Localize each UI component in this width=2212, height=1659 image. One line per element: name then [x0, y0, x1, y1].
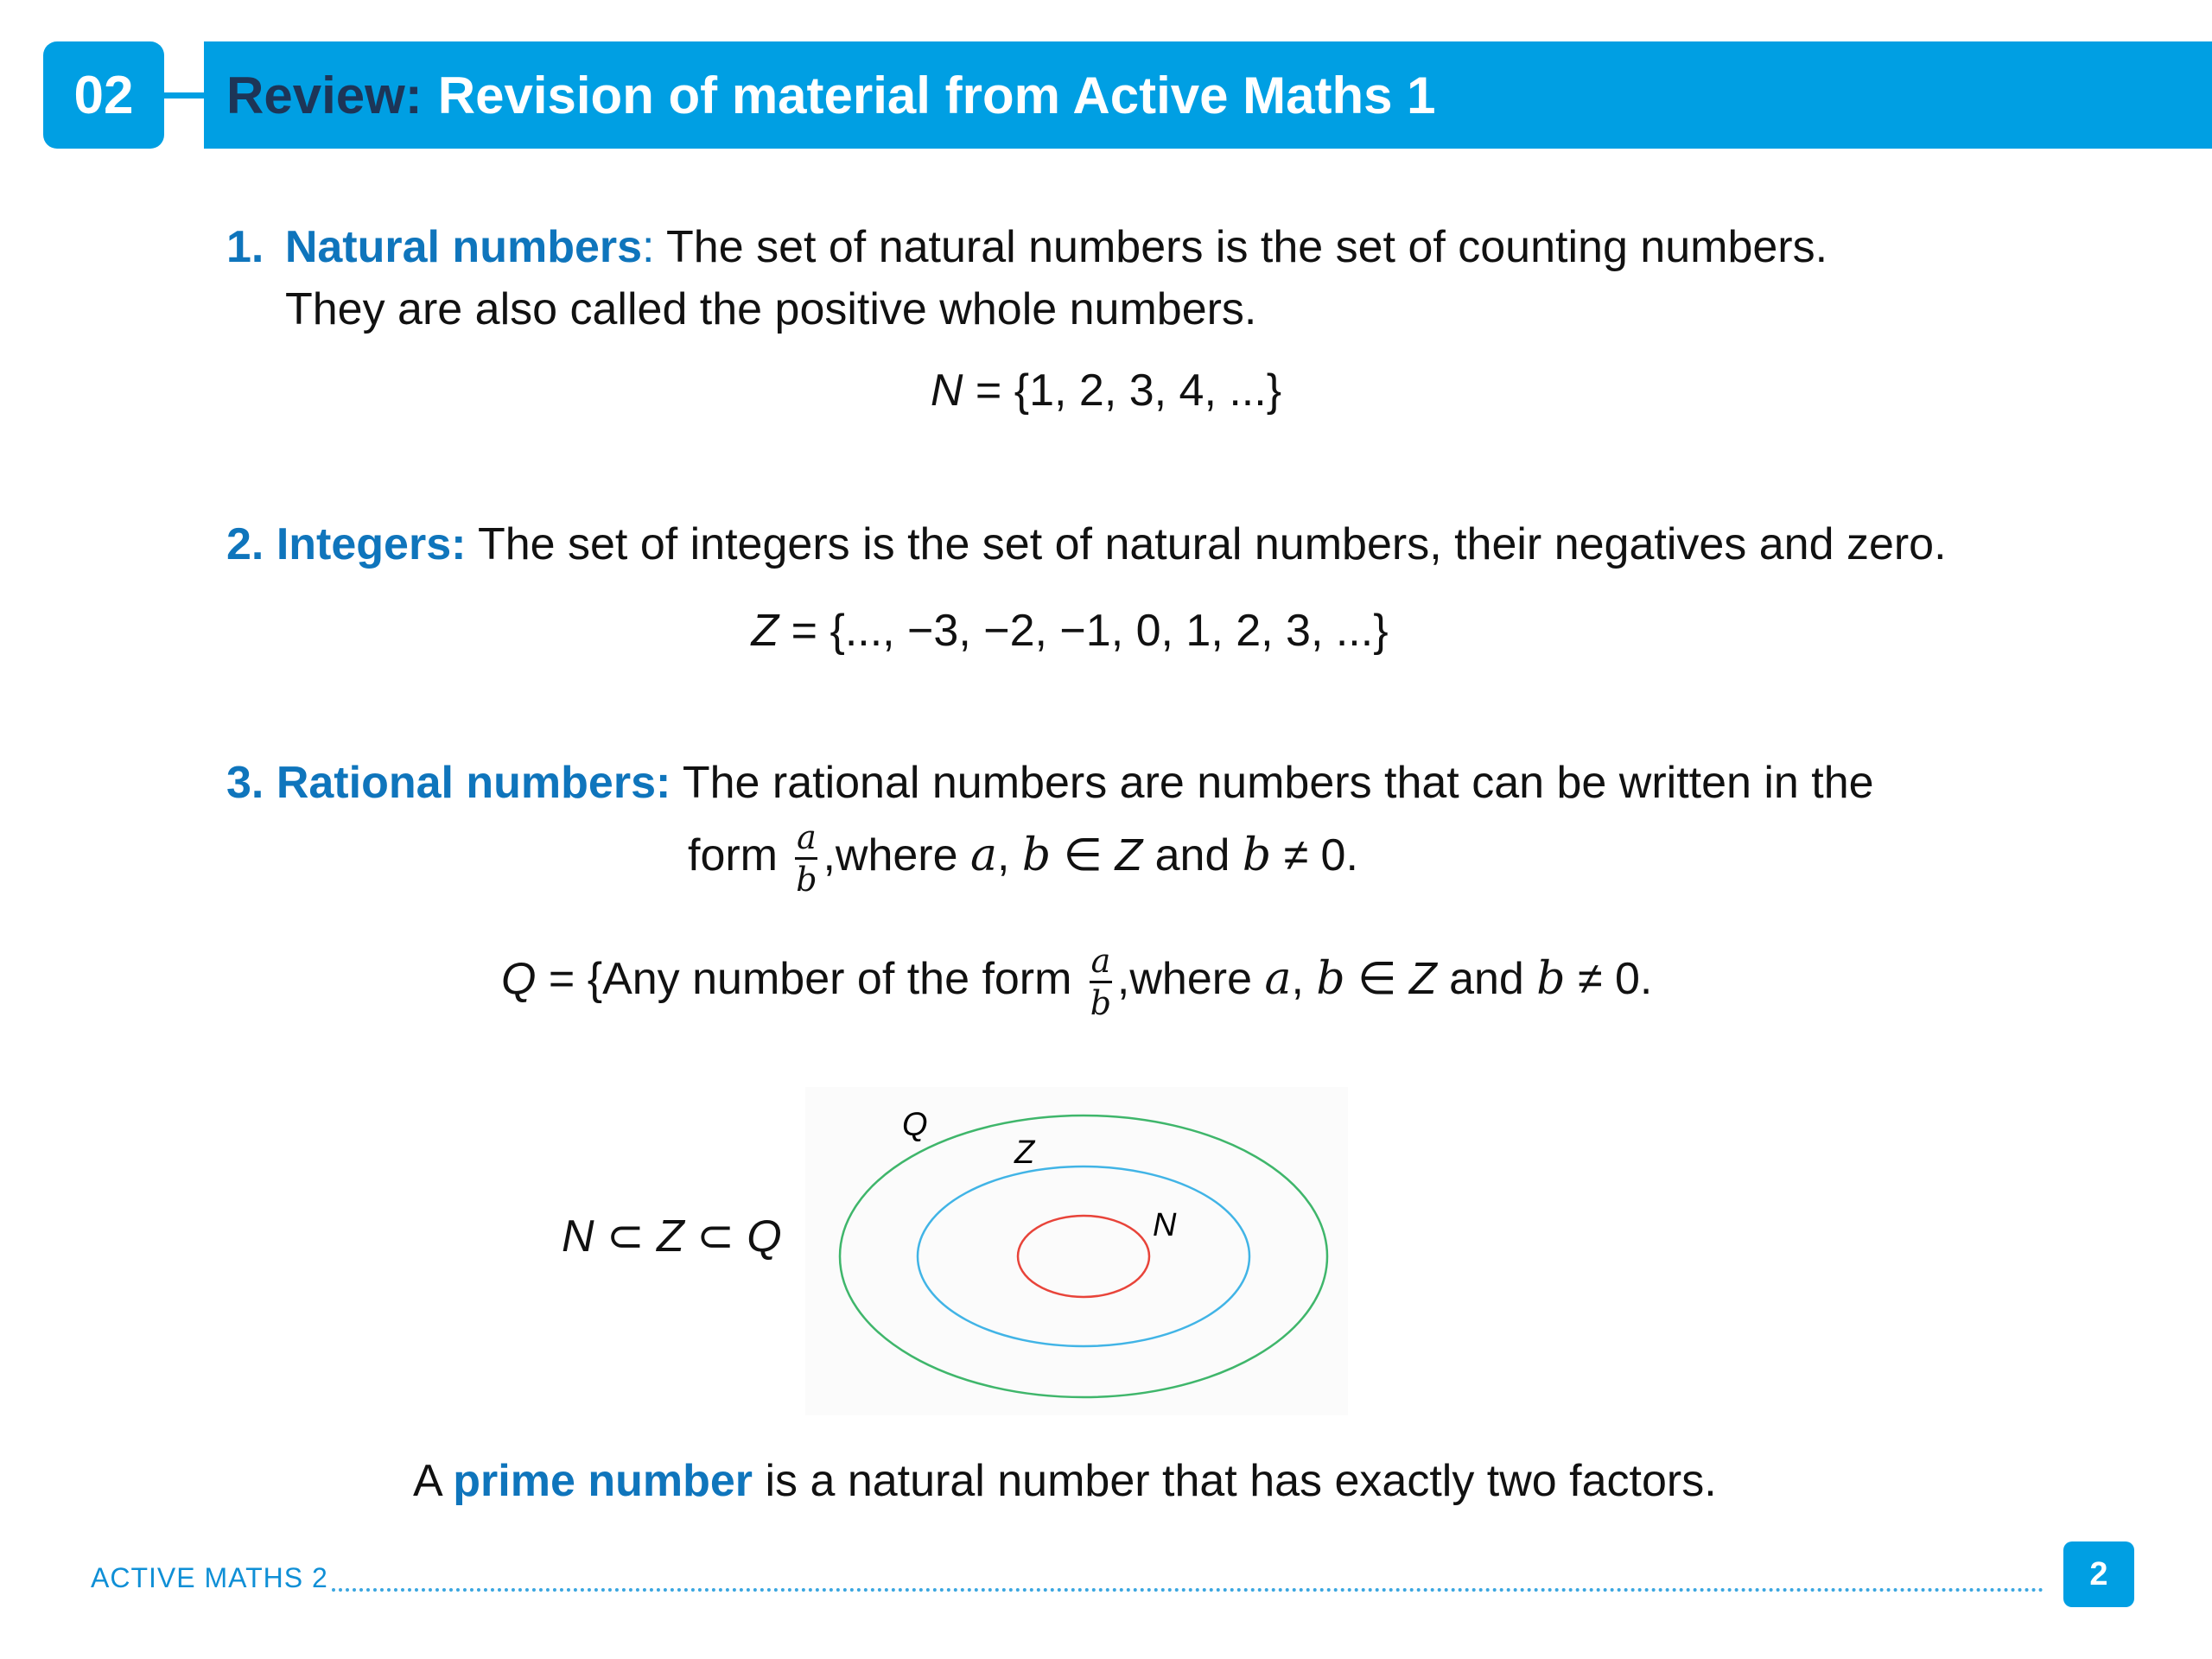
ellipse-z: [918, 1166, 1249, 1346]
variable-b: b: [1242, 830, 1272, 882]
item-number: 1.: [226, 222, 264, 272]
item-natural-numbers: [226, 222, 1828, 272]
definition-text-line2: They are also called the positive whole numbers.: [285, 284, 1257, 334]
and-word: and: [1142, 830, 1243, 881]
where-word: ,where: [823, 830, 958, 881]
element-of: ∈: [1344, 954, 1409, 1005]
definition-text: The rational numbers are numbers that can be written in the: [682, 758, 1874, 808]
rational-set-equation: [501, 944, 1652, 1020]
rational-definition-line2: [688, 818, 1358, 899]
not-equal-zero: ≠ 0.: [1565, 954, 1653, 1005]
set-elements: = {1, 2, 3, 4, ...}: [963, 365, 1282, 416]
term-natural-numbers: Natural numbers: [284, 222, 643, 272]
label-n: N: [1153, 1207, 1177, 1243]
fraction-a-over-b: [795, 818, 817, 899]
set-symbol-q: Q: [501, 954, 537, 1005]
label-q: Q: [902, 1107, 928, 1143]
term-prime-number: prime number: [453, 1456, 753, 1506]
variable-a: a: [1264, 953, 1292, 1006]
comma: ,: [1291, 954, 1304, 1005]
set-z: Z: [1408, 954, 1437, 1005]
prime-definition: is a natural number that has exactly two factors.: [753, 1456, 1717, 1506]
chapter-number: 02: [73, 65, 134, 125]
set-symbol-n: N: [930, 365, 963, 416]
ellipse-q: [840, 1116, 1327, 1397]
chapter-number-badge: [43, 41, 164, 149]
form-word: form: [688, 830, 778, 881]
footer-book-title: ACTIVE MATHS 2: [91, 1562, 328, 1593]
page-number-badge: [2063, 1541, 2134, 1607]
venn-svg: [805, 1087, 1348, 1415]
venn-diagram: [805, 1087, 1348, 1415]
fraction-numerator: a: [1090, 942, 1111, 980]
footer-dotted-rule: [332, 1588, 2044, 1592]
fraction-a-over-b: [1090, 944, 1112, 1020]
fraction-numerator: a: [797, 818, 817, 856]
review-label: Review:: [226, 66, 423, 124]
fraction-denominator: b: [1090, 984, 1112, 1022]
set-symbol-z: Z: [751, 606, 779, 656]
natural-set-equation: [0, 365, 2212, 416]
set-z: Z: [1115, 830, 1143, 881]
item-number: 2.: [226, 519, 264, 569]
item-number: 3.: [226, 758, 264, 808]
variable-b: b: [1316, 953, 1345, 1006]
variable-b: b: [1021, 830, 1052, 882]
variable-a: a: [969, 830, 997, 882]
where-word: ,where: [1116, 954, 1252, 1005]
comma: ,: [997, 830, 1010, 881]
set-prefix: = {Any number of the form: [536, 954, 1072, 1005]
and-word: and: [1436, 954, 1537, 1005]
page-number: 2: [2089, 1555, 2108, 1592]
term-integers: Integers:: [276, 519, 467, 569]
fraction-denominator: b: [796, 861, 817, 899]
integer-set-equation: [0, 605, 2176, 657]
set-elements: = {..., −3, −2, −1, 0, 1, 2, 3, ...}: [779, 606, 1389, 656]
term-rational-numbers: Rational numbers:: [276, 758, 671, 808]
header-connector: [162, 92, 204, 99]
variable-b: b: [1536, 953, 1566, 1006]
label-z: Z: [1014, 1135, 1035, 1171]
ellipse-n: [1018, 1216, 1149, 1297]
page-title-bar: [204, 41, 2212, 149]
prime-prefix: A: [413, 1456, 454, 1506]
definition-text: The set of integers is the set of natural numbers, their negatives and zero.: [477, 519, 1947, 569]
item-rational-numbers: [226, 758, 1874, 808]
definition-text: The set of natural numbers is the set of counting numbers.: [666, 222, 1828, 272]
page-title: Revision of material from Active Maths 1: [437, 66, 1436, 124]
element-of: ∈: [1051, 830, 1116, 881]
prime-number-statement: [413, 1456, 1717, 1506]
not-equal-zero: ≠ 0.: [1271, 830, 1358, 881]
subset-relation: N ⊂ Z ⊂ Q: [562, 1211, 782, 1262]
term-punct: :: [642, 222, 655, 272]
item-integers: [226, 519, 1947, 569]
